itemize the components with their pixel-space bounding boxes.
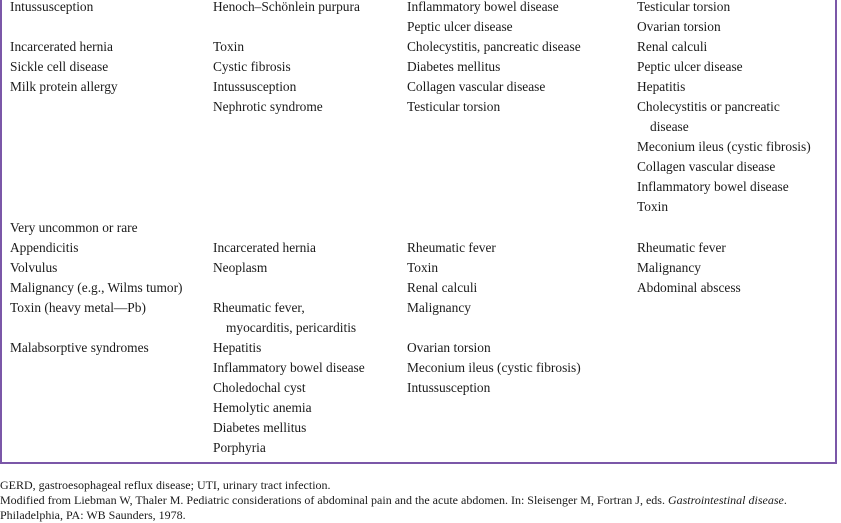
citation-publisher: . Philadelphia, PA: WB Saunders, 1978.: [0, 493, 787, 522]
section1-col2: [213, 0, 360, 117]
cell-empty: [10, 17, 118, 37]
source-citation: [0, 493, 841, 523]
cell: Inflammatory bowel disease: [637, 179, 789, 194]
cell: Meconium ileus (cystic fibrosis): [637, 139, 811, 154]
cell: Meconium ileus (cystic fibrosis): [407, 360, 581, 375]
cell: Collagen vascular disease: [637, 159, 776, 174]
cell: Hepatitis: [637, 79, 686, 94]
cell-empty: [213, 17, 360, 37]
cell: Incarcerated hernia: [10, 39, 113, 54]
cell: Toxin (heavy metal—Pb): [10, 300, 146, 315]
cell: Toxin: [407, 260, 439, 275]
cell: Toxin: [213, 39, 245, 54]
cell: Peptic ulcer disease: [637, 59, 743, 74]
cell-wrapped: [637, 97, 811, 137]
cell: Diabetes mellitus: [407, 59, 501, 74]
section-heading: Very uncommon or rare: [10, 220, 138, 235]
cell: Volvulus: [10, 260, 58, 275]
section1-col1: [10, 0, 118, 97]
footnotes: [0, 478, 841, 523]
cell-empty: [213, 278, 365, 298]
cell: Intussusception: [10, 0, 94, 14]
cell: Cholecystitis, pancreatic disease: [407, 39, 581, 54]
cell: Appendicitis: [10, 240, 79, 255]
cell: Malignancy: [637, 260, 701, 275]
cell: Choledochal cyst: [213, 380, 306, 395]
cell: Nephrotic syndrome: [213, 99, 323, 114]
cell: Diabetes mellitus: [213, 420, 307, 435]
cell-line-continuation: disease: [650, 119, 689, 134]
cell: Intussusception: [213, 79, 297, 94]
citation-title: Gastrointestinal disease: [667, 493, 784, 507]
cell: Sickle cell disease: [10, 59, 109, 74]
cell: Renal calculi: [407, 280, 478, 295]
cell-line: Rheumatic fever,: [213, 300, 305, 315]
cell: Rheumatic fever: [637, 240, 726, 255]
cell: Hepatitis: [213, 340, 262, 355]
section2-col3: [407, 238, 581, 398]
cell: Testicular torsion: [637, 0, 731, 14]
section1-col3: [407, 0, 581, 117]
cell-wrapped: [213, 298, 365, 338]
cell: Henoch–Schönlein purpura: [213, 0, 360, 14]
cell: Inflammatory bowel disease: [213, 360, 365, 375]
cell: Neoplasm: [213, 260, 268, 275]
cell: Toxin: [637, 199, 669, 214]
section1-col4: [637, 0, 811, 217]
cell: Porphyria: [213, 440, 266, 455]
cell: Ovarian torsion: [407, 340, 491, 355]
section2-col1: [10, 238, 183, 358]
cell: Intussusception: [407, 380, 491, 395]
section2-col4: [637, 238, 741, 298]
cell-line: Cholecystitis or pancreatic: [637, 99, 780, 114]
cell: Cystic fibrosis: [213, 59, 291, 74]
cell-line-continuation: myocarditis, pericarditis: [226, 320, 357, 335]
row-gap: [10, 318, 183, 338]
citation-text: Modified from Liebman W, Thaler M. Pediatric considerations of abdominal pain and the acute abdomen. In: Sleisenger M, Fortran J, eds.: [0, 493, 668, 507]
cell: Malabsorptive syndromes: [10, 340, 149, 355]
cell: Malignancy: [407, 300, 471, 315]
cell: Testicular torsion: [407, 99, 501, 114]
cell: Ovarian torsion: [637, 19, 721, 34]
cell: Malignancy (e.g., Wilms tumor): [10, 280, 183, 295]
cell: Rheumatic fever: [407, 240, 496, 255]
section2-col2: [213, 238, 365, 458]
abbreviations-note: GERD, gastroesophageal reflux disease; UTI, urinary tract infection.: [0, 478, 331, 492]
cell: Collagen vascular disease: [407, 79, 546, 94]
cell: Inflammatory bowel disease: [407, 0, 559, 14]
cell: Hemolytic anemia: [213, 400, 312, 415]
cell: Peptic ulcer disease: [407, 19, 513, 34]
row-gap: [407, 318, 581, 338]
cell: Milk protein allergy: [10, 79, 118, 94]
cell: Abdominal abscess: [637, 280, 741, 295]
cell: Renal calculi: [637, 39, 708, 54]
cell: Incarcerated hernia: [213, 240, 316, 255]
